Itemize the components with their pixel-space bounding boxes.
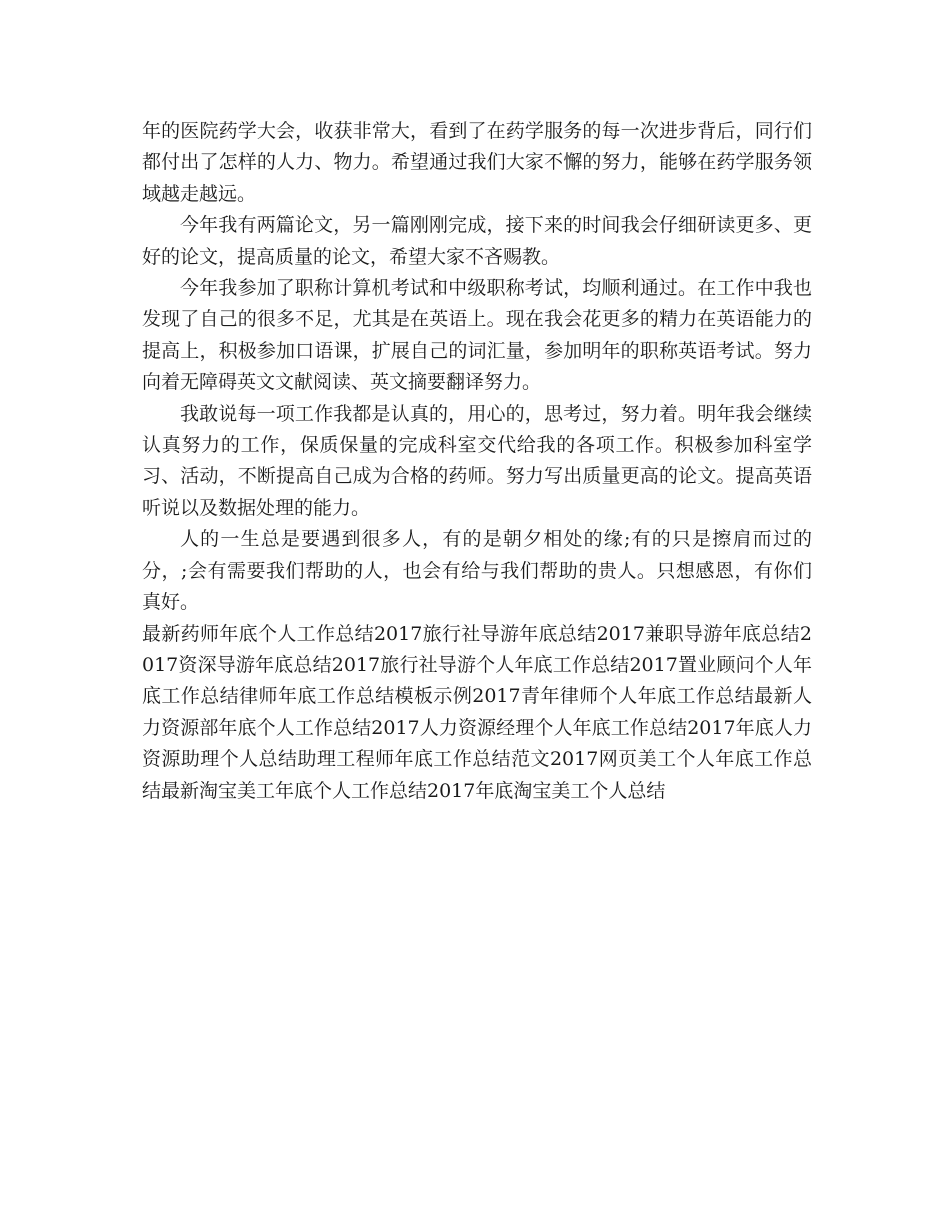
- paragraph-2: 今年我有两篇论文，另一篇刚刚完成，接下来的时间我会仔细研读更多、更好的论文，提高质量的论文，希望大家不吝赐教。: [142, 214, 812, 268]
- paragraph-3: 今年我参加了职称计算机考试和中级职称考试，均顺利通过。在工作中我也发现了自己的很多不足，尤其是在英语上。现在我会花更多的精力在英语能力的提高上，积极参加口语课，扩展自己的词汇量，参加明年的职称英语考试。努力向着无障碍英文文献阅读、英文摘要翻译努力。: [142, 277, 812, 394]
- document-body: [142, 116, 812, 807]
- paragraph-4: 我敢说每一项工作我都是认真的，用心的，思考过，努力着。明年我会继续认真努力的工作，保质保量的完成科室交代给我的各项工作。积极参加科室学习、活动，不断提高自己成为合格的药师。努力写出质量更高的论文。提高英语听说以及数据处理的能力。: [142, 402, 812, 519]
- related-links-paragraph: 最新药师年底个人工作总结2017旅行社导游年底总结2017兼职导游年底总结2017资深导游年底总结2017旅行社导游个人年底工作总结2017置业顾问个人年底工作总结律师年底工作总结模板示例2017青年律师个人年底工作总结最新人力资源部年底个人工作总结2017人力资源经理个人年底工作总结2017年底人力资源助理个人总结助理工程师年底工作总结范文2017网页美工个人年底工作总结最新淘宝美工年底个人工作总结2017年底淘宝美工个人总结: [142, 622, 812, 802]
- paragraph-1: 年的医院药学大会，收获非常大，看到了在药学服务的每一次进步背后，同行们都付出了怎样的人力、物力。希望通过我们大家不懈的努力，能够在药学服务领域越走越远。: [142, 120, 812, 205]
- paragraph-5: 人的一生总是要遇到很多人，有的是朝夕相处的缘;有的只是擦肩而过的分，;会有需要我们帮助的人，也会有给与我们帮助的贵人。只想感恩，有你们真好。: [142, 528, 812, 614]
